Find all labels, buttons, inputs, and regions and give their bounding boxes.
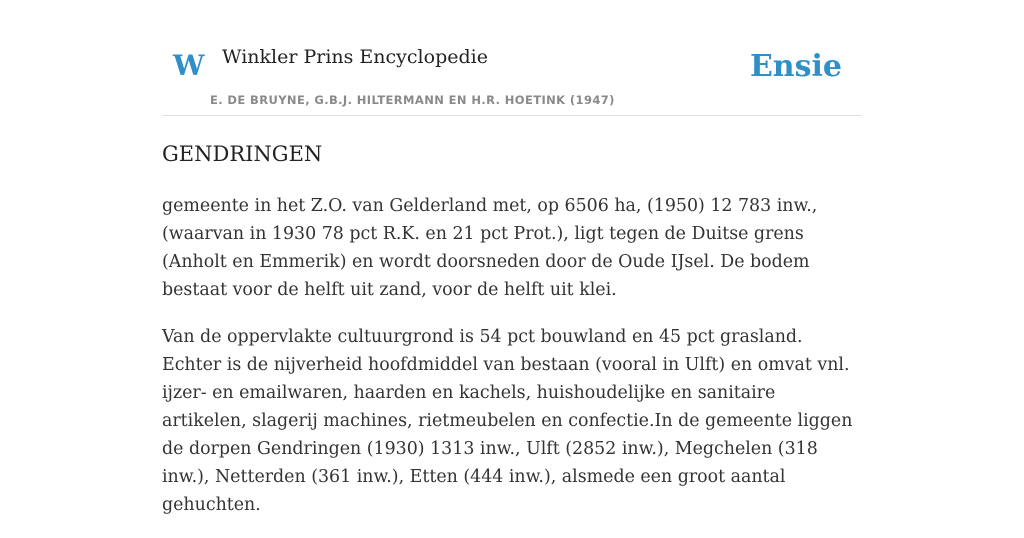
brand-logo-link[interactable]: Ensie [749, 49, 842, 84]
article-paragraph: gemeente in het Z.O. van Gelderland met, op 6506 ha, (1950) 12 783 inw., (waarvan in 1930 78 pct R.K. en 21 pct Prot.), ligt tegen de Duitse grens (Anholt en Emmerik) en wordt doorsneden door de Oude IJsel. De bodem bestaat voor de helft uit zand, voor de helft uit klei. [162, 196, 818, 300]
header [162, 0, 862, 116]
source-logo[interactable]: W [173, 49, 205, 82]
article-title: GENDRINGEN [162, 142, 323, 166]
article-body [162, 192, 862, 538]
source-title-link[interactable]: Winkler Prins Encyclopedie [222, 46, 488, 68]
article-paragraph: Van de oppervlakte cultuurgrond is 54 pct bouwland en 45 pct grasland. Echter is de nijverheid hoofdmiddel van bestaan (vooral in Ulft) en omvat vnl. ijzer- en emailwaren, haarden en kachels, huishoudelijke en sanitaire artikelen, slagerij machines, rietmeubelen en confectie.In de gemeente liggen de dorpen Gendringen (1930) 1313 inw., Ulft (2852 inw.), Megchelen (318 inw.), Netterden (361 inw.), Etten (444 inw.), alsmede een groot aantal gehuchten. [162, 327, 853, 515]
page [162, 0, 862, 515]
source-authors: E. DE BRUYNE, G.B.J. HILTERMANN EN H.R. HOETINK (1947) [210, 93, 615, 107]
